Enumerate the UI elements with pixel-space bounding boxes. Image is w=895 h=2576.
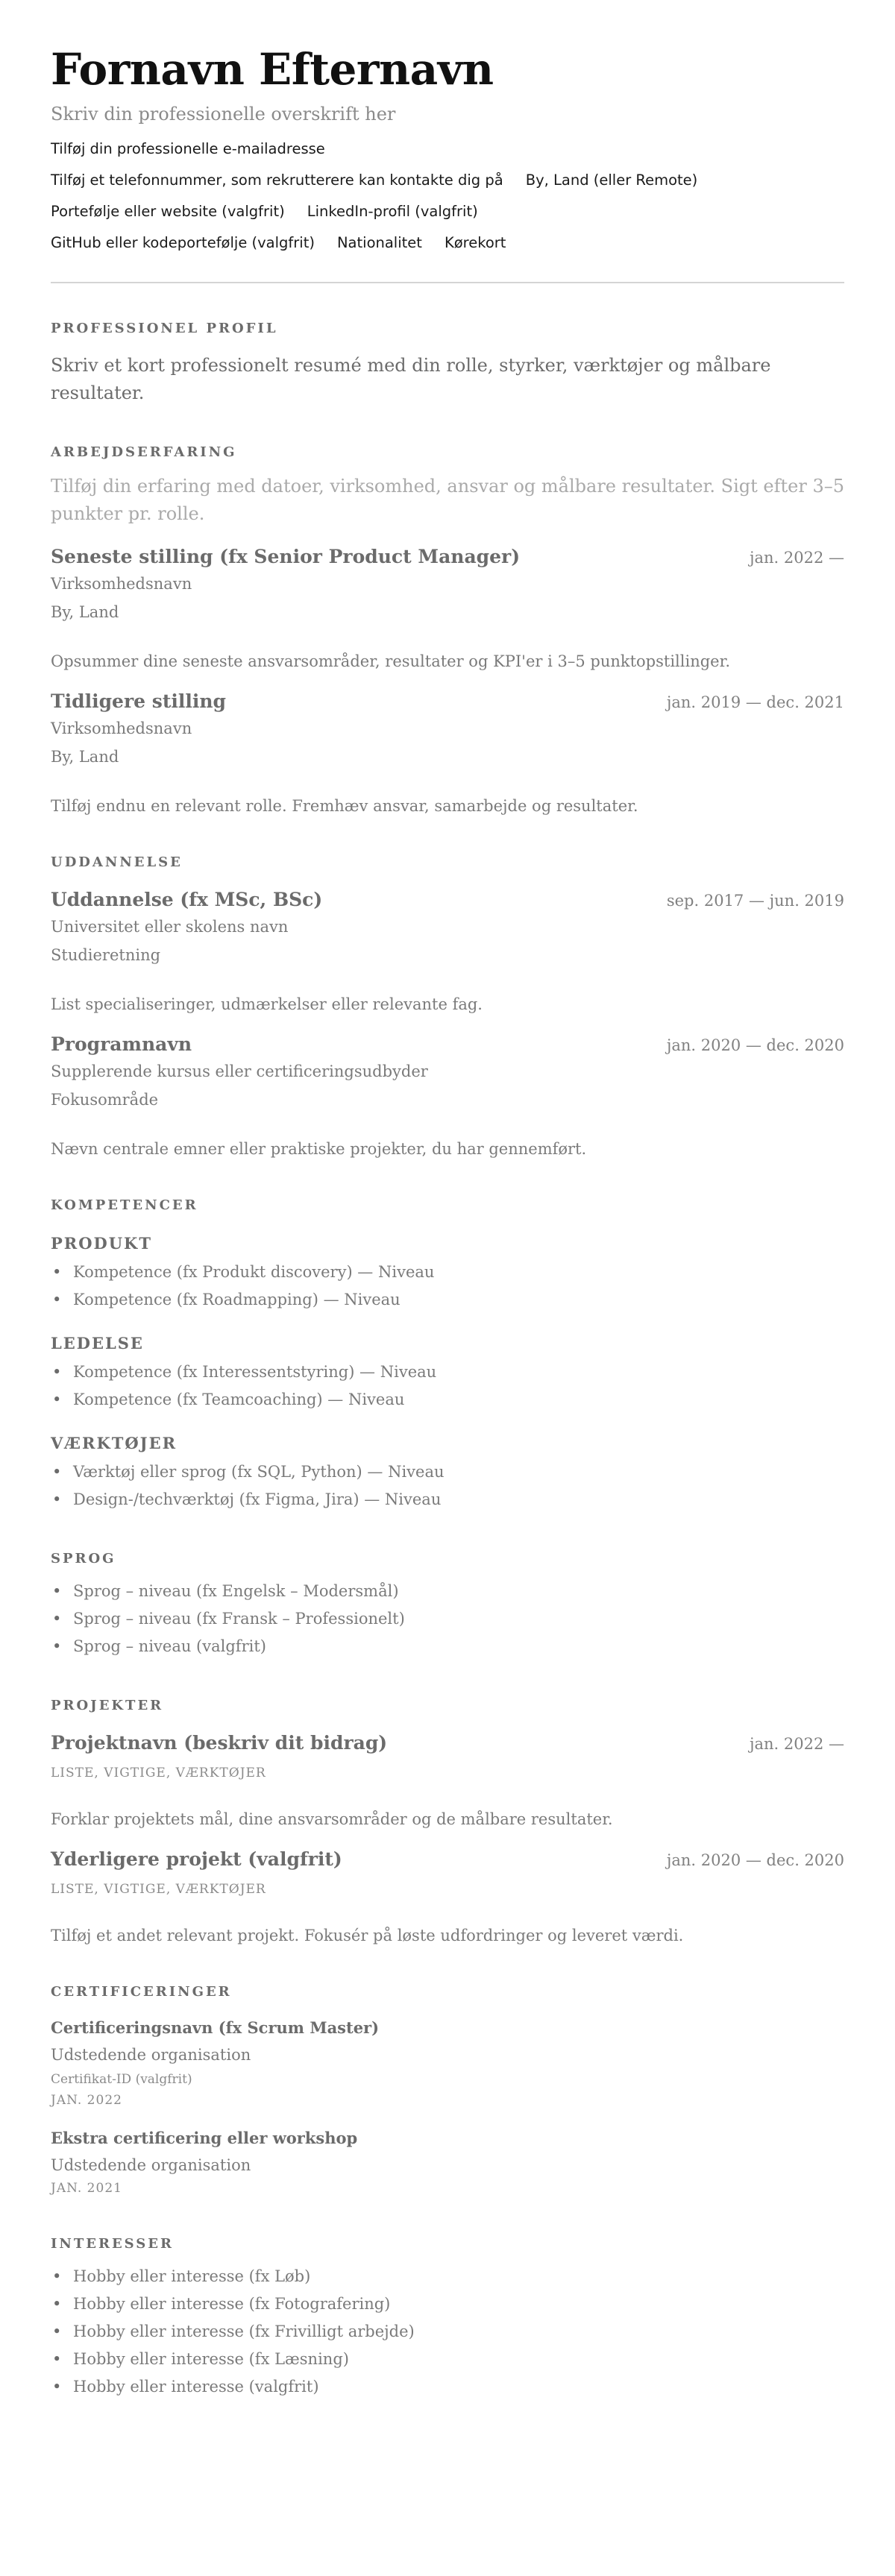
profile-summary: Skriv et kort professionelt resumé med din rolle, styrker, værktøjer og målbare resultater. [51, 355, 771, 403]
project-title: Projektnavn (beskriv dit bidrag) [51, 1732, 388, 1754]
certification-id: Certifikat-ID (valgfrit) [51, 2072, 192, 2087]
education-date: jan. 2020 — dec. 2020 [666, 1036, 844, 1054]
project-date: jan. 2020 — dec. 2020 [666, 1851, 844, 1869]
skill-item: • Kompetence (fx Interessentstyring) — Niveau [51, 1358, 844, 1386]
certification-date: JAN. 2021 [51, 2181, 122, 2196]
institution-name: Supplerende kursus eller certificeringsudbyder [51, 1062, 428, 1080]
projects-section [51, 1698, 844, 1947]
project-title: Yderligere projekt (valgfrit) [51, 1848, 342, 1870]
interest-item: • Hobby eller interesse (fx Læsning) [51, 2346, 844, 2373]
interest-item: • Hobby eller interesse (fx Frivilligt arbejde) [51, 2318, 844, 2346]
certification-title: Ekstra certificering eller workshop [51, 2129, 358, 2147]
education-description: List specialiseringer, udmærkelser eller relevante fag. [51, 995, 483, 1013]
header-divider [51, 282, 844, 283]
project-entry [51, 1847, 844, 1947]
field-of-study: Studieretning [51, 946, 161, 964]
location: By, Land (eller Remote) [525, 171, 698, 189]
section-title: PROJEKTER [51, 1698, 164, 1713]
full-name: Fornavn Efternavn [51, 44, 494, 95]
experience-entry [51, 689, 844, 817]
section-title: ARBEJDSERFARING [51, 444, 237, 460]
company-name: Virksomhedsnavn [51, 719, 192, 737]
skills-section [51, 1197, 844, 1514]
experience-entry [51, 544, 844, 673]
certification-org: Udstedende organisation [51, 2046, 251, 2064]
project-date: jan. 2022 — [749, 1735, 844, 1753]
interest-list [51, 2263, 844, 2401]
skill-list [51, 1358, 844, 1414]
project-description: Forklar projektets mål, dine ansvarsområder og de målbare resultater. [51, 1810, 613, 1828]
certification-entry [51, 2127, 844, 2199]
phone[interactable]: Tilføj et telefonnummer, som rekrutterere kan kontakte dig på [51, 171, 503, 189]
section-title: UDDANNELSE [51, 854, 183, 870]
education-entry [51, 1032, 844, 1160]
profile-section [51, 321, 844, 407]
portfolio-link[interactable]: Portefølje eller website (valgfrit) [51, 203, 285, 220]
job-description: Opsummer dine seneste ansvarsområder, resultater og KPI'er i 3–5 punktopstillinger. [51, 652, 731, 670]
skill-group-title: LEDELSE [51, 1334, 144, 1352]
email[interactable]: Tilføj din professionelle e-mailadresse [51, 140, 325, 157]
job-location: By, Land [51, 748, 119, 766]
education-section [51, 854, 844, 1160]
interest-item: • Hobby eller interesse (fx Løb) [51, 2263, 844, 2290]
education-description: Nævn centrale emner eller praktiske projekter, du har gennemført. [51, 1140, 587, 1158]
skill-item: • Kompetence (fx Teamcoaching) — Niveau [51, 1386, 844, 1414]
education-entry [51, 887, 844, 1015]
resume-header [51, 43, 844, 283]
skill-item: • Kompetence (fx Roadmapping) — Niveau [51, 1286, 844, 1314]
degree-title: Programnavn [51, 1033, 192, 1055]
job-title: Tidligere stilling [51, 690, 227, 712]
language-list [51, 1578, 844, 1660]
job-date: jan. 2019 — dec. 2021 [666, 693, 844, 711]
section-title: KOMPETENCER [51, 1197, 198, 1213]
skill-item: • Design-/techværktøj (fx Figma, Jira) — Niveau [51, 1486, 844, 1514]
contact-row [51, 234, 844, 252]
section-title: INTERESSER [51, 2236, 174, 2252]
language-item: • Sprog – niveau (fx Fransk – Professionelt) [51, 1605, 844, 1633]
experience-hint: Tilføj din erfaring med datoer, virksomhed, ansvar og målbare resultater. Sigt efter 3–5 punkter pr. rolle. [51, 476, 844, 524]
github-link[interactable]: GitHub eller kodeportefølje (valgfrit) [51, 234, 315, 251]
interest-item: • Hobby eller interesse (fx Fotografering) [51, 2290, 844, 2318]
skill-list [51, 1458, 844, 1514]
section-title: CERTIFICERINGER [51, 1984, 232, 2000]
degree-title: Uddannelse (fx MSc, BSc) [51, 889, 323, 910]
project-entry [51, 1731, 844, 1830]
languages-section [51, 1551, 844, 1660]
skill-group-title: VÆRKTØJER [51, 1434, 178, 1452]
skill-group-title: PRODUKT [51, 1234, 152, 1253]
language-item: • Sprog – niveau (valgfrit) [51, 1633, 844, 1660]
linkedin-link[interactable]: LinkedIn-profil (valgfrit) [307, 203, 478, 220]
section-title: SPROG [51, 1551, 116, 1566]
section-title: PROFESSIONEL PROFIL [51, 321, 278, 336]
skill-item: • Værktøj eller sprog (fx SQL, Python) — Niveau [51, 1458, 844, 1486]
contact-row [51, 171, 844, 189]
certification-date: JAN. 2022 [51, 2093, 122, 2108]
institution-name: Universitet eller skolens navn [51, 918, 289, 936]
contact-row [51, 140, 844, 158]
job-location: By, Land [51, 603, 119, 621]
certifications-section [51, 1984, 844, 2199]
certification-title: Certificeringsnavn (fx Scrum Master) [51, 2018, 380, 2037]
certification-org: Udstedende organisation [51, 2156, 251, 2174]
project-tools: LISTE, VIGTIGE, VÆRKTØJER [51, 1766, 266, 1780]
job-title: Seneste stilling (fx Senior Product Manager) [51, 546, 521, 567]
contact-row [51, 203, 844, 221]
nationality: Nationalitet [336, 234, 422, 251]
skill-item: • Kompetence (fx Produkt discovery) — Niveau [51, 1259, 844, 1286]
language-item: • Sprog – niveau (fx Engelsk – Modersmål) [51, 1578, 844, 1605]
company-name: Virksomhedsnavn [51, 575, 192, 593]
job-date: jan. 2022 — [749, 549, 844, 567]
interests-section [51, 2236, 844, 2401]
professional-headline: Skriv din professionelle overskrift her [51, 104, 396, 125]
job-description: Tilføj endnu en relevant rolle. Fremhæv ansvar, samarbejde og resultater. [51, 797, 638, 815]
interest-item: • Hobby eller interesse (valgfrit) [51, 2373, 844, 2401]
education-date: sep. 2017 — jun. 2019 [666, 892, 844, 910]
skill-list [51, 1259, 844, 1314]
project-description: Tilføj et andet relevant projekt. Fokusér på løste udfordringer og leveret værdi. [51, 1927, 684, 1944]
field-of-study: Fokusområde [51, 1091, 159, 1109]
experience-section [51, 444, 844, 817]
project-tools: LISTE, VIGTIGE, VÆRKTØJER [51, 1882, 266, 1897]
certification-entry [51, 2017, 844, 2111]
drivers-license: Kørekort [444, 234, 506, 251]
